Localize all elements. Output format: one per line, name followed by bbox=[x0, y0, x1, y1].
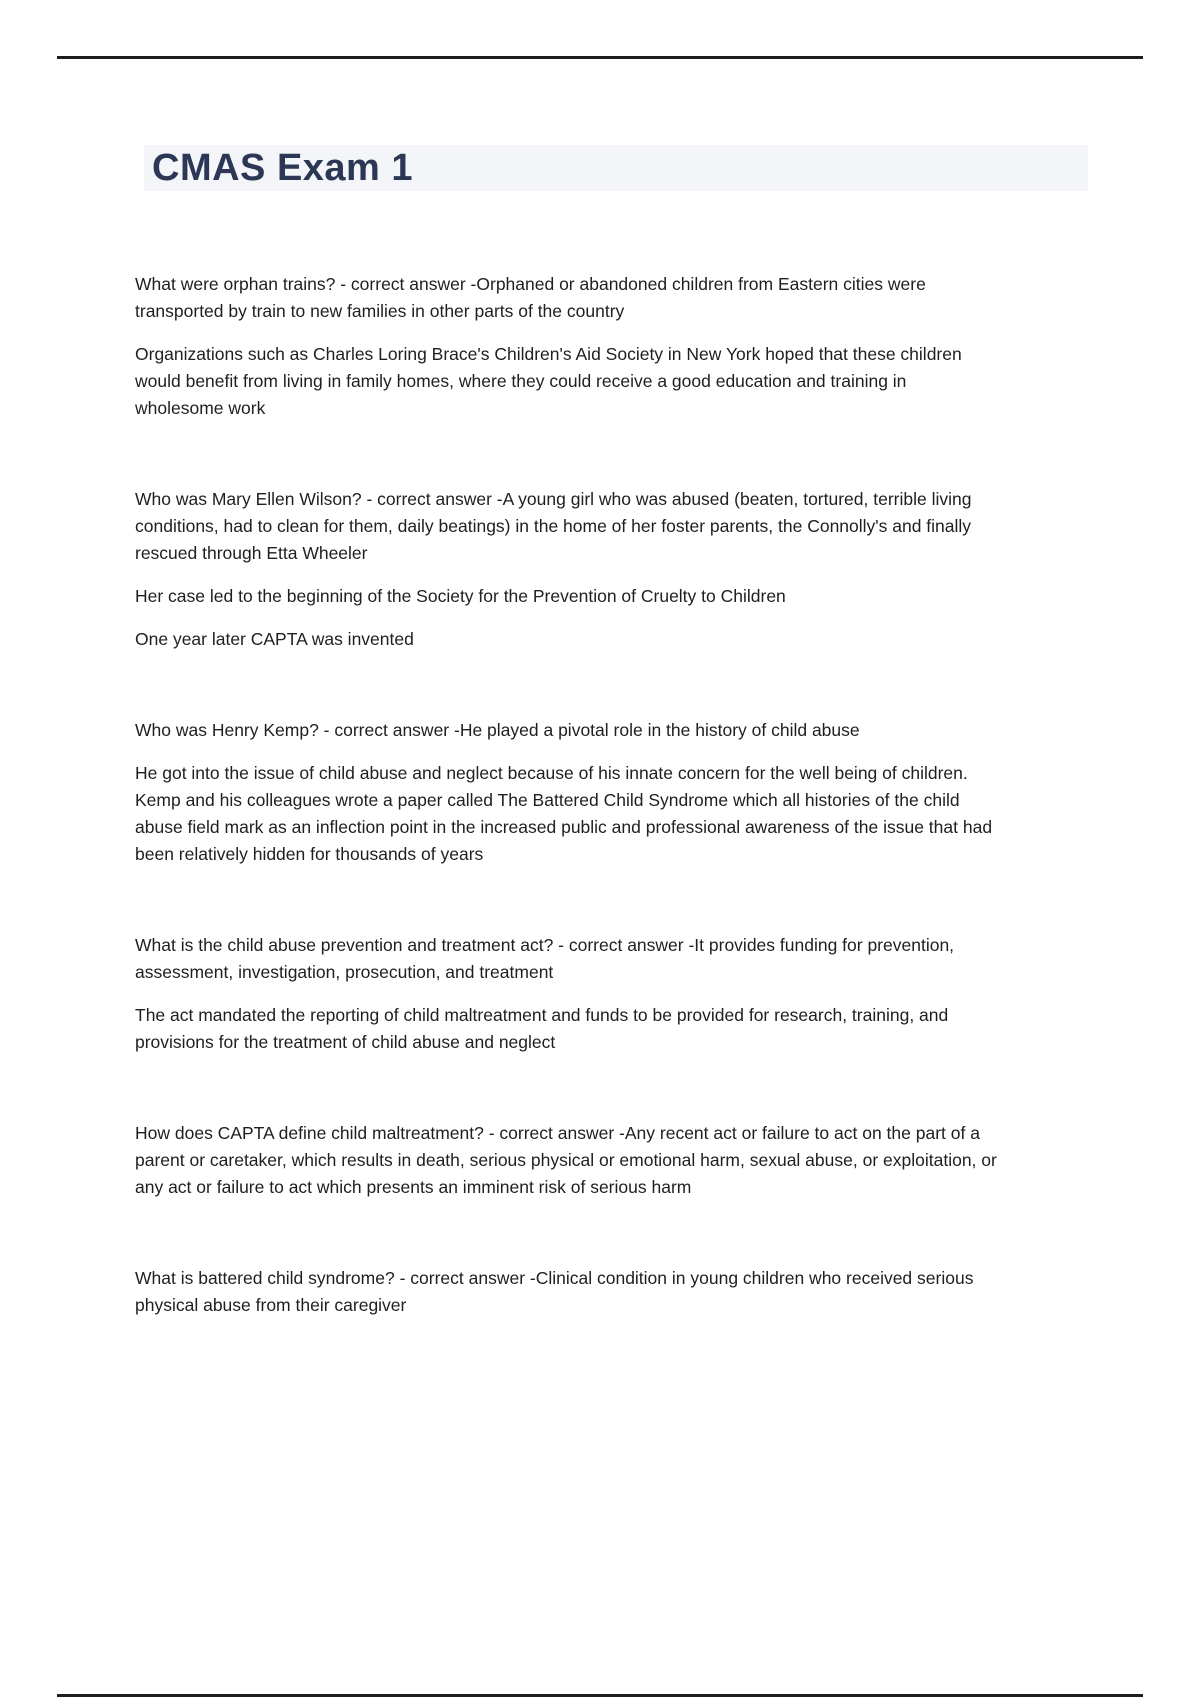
qa-block bbox=[135, 486, 999, 653]
document-content bbox=[135, 271, 999, 1383]
qa-block bbox=[135, 717, 999, 868]
qa-paragraph: One year later CAPTA was invented bbox=[135, 629, 414, 649]
qa-block bbox=[135, 1120, 999, 1201]
page-top-rule bbox=[57, 56, 1143, 59]
qa-paragraph: What is battered child syndrome? - correct answer -Clinical condition in young children who received serious physical abuse from their caregiver bbox=[135, 1268, 974, 1315]
qa-paragraph: What is the child abuse prevention and treatment act? - correct answer -It provides funding for prevention, assessment, investigation, prosecution, and treatment bbox=[135, 935, 955, 982]
qa-block bbox=[135, 271, 999, 422]
page-title: CMAS Exam 1 bbox=[152, 147, 414, 189]
qa-paragraph: Who was Henry Kemp? - correct answer -He played a pivotal role in the history of child abuse bbox=[135, 720, 860, 740]
page-bottom-rule bbox=[57, 1694, 1143, 1697]
title-bar bbox=[144, 145, 1088, 191]
qa-paragraph: The act mandated the reporting of child maltreatment and funds to be provided for research, training, and provisions for the treatment of child abuse and neglect bbox=[135, 1005, 949, 1052]
qa-paragraph: Organizations such as Charles Loring Brace's Children's Aid Society in New York hoped that these children would benefit from living in family homes, where they could receive a good education and training in wholesome work bbox=[135, 344, 962, 418]
qa-block bbox=[135, 1265, 999, 1319]
qa-paragraph: Who was Mary Ellen Wilson? - correct answer -A young girl who was abused (beaten, tortured, terrible living conditions, had to clean for them, daily beatings) in the home of her foster parents, the Connolly's and finally rescued through Etta Wheeler bbox=[135, 489, 972, 563]
qa-paragraph: Her case led to the beginning of the Society for the Prevention of Cruelty to Children bbox=[135, 586, 786, 606]
qa-paragraph: How does CAPTA define child maltreatment? - correct answer -Any recent act or failure to act on the part of a parent or caretaker, which results in death, serious physical or emotional harm, sexual abuse, or exploitation, or any act or failure to act which presents an imminent risk of serious harm bbox=[135, 1123, 997, 1197]
qa-paragraph: He got into the issue of child abuse and neglect because of his innate concern for the well being of children. Kemp and his colleagues wrote a paper called The Battered Child Syndrome which all histories of the child abuse field mark as an inflection point in the increased public and professional awareness of the issue that had been relatively hidden for thousands of years bbox=[135, 763, 993, 864]
qa-paragraph: What were orphan trains? - correct answer -Orphaned or abandoned children from Eastern cities were transported by train to new families in other parts of the country bbox=[135, 274, 926, 321]
qa-block bbox=[135, 932, 999, 1056]
